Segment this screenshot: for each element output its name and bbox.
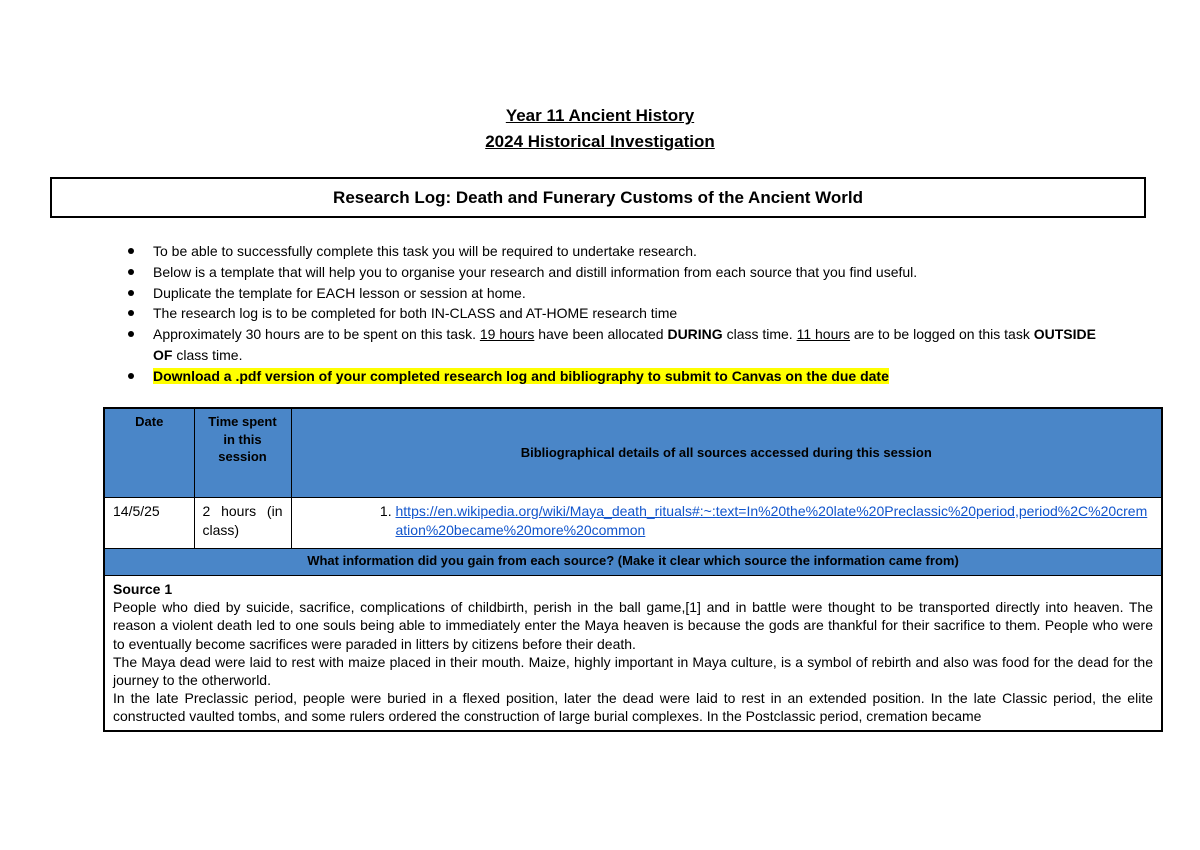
question-row bbox=[104, 549, 1162, 576]
investigation-title: 2024 Historical Investigation bbox=[485, 132, 715, 151]
instruction-item: Duplicate the template for EACH lesson or session at home. bbox=[126, 283, 1116, 304]
table-header-row bbox=[104, 408, 1162, 498]
document-title bbox=[0, 103, 1200, 155]
instruction-item: Below is a template that will help you to organise your research and distill information from each source that you find useful. bbox=[126, 262, 1116, 283]
bullet-icon bbox=[128, 269, 134, 275]
column-header-bibliography: Bibliographical details of all sources accessed during this session bbox=[291, 408, 1162, 498]
source-paragraph: People who died by suicide, sacrifice, complications of childbirth, perish in the ball game,[1] and in battle were thought to be transported directly into heaven. The reason a violent death led to one souls being able to immediately enter the Maya heaven is because the gods are thankful for their sacrifice to them. People who were to eventually become sacrifices were paraded in litters by citizens before their death. bbox=[113, 599, 1153, 652]
source-paragraph: The Maya dead were laid to rest with maize placed in their mouth. Maize, highly important in Maya culture, is a symbol of rebirth and also was food for the dead for the journey to the otherworld. bbox=[113, 653, 1153, 689]
cell-bibliography bbox=[291, 498, 1162, 549]
bullet-icon bbox=[128, 290, 134, 296]
source-notes-row bbox=[104, 576, 1162, 731]
source-title: Source 1 bbox=[113, 581, 173, 597]
research-log-title: Research Log: Death and Funerary Customs of the Ancient World bbox=[333, 187, 863, 207]
course-title: Year 11 Ancient History bbox=[505, 106, 695, 125]
source-link[interactable]: https://en.wikipedia.org/wiki/Maya_death_rituals#:~:text=In%20the%20late%20Preclassic%20period,period%2C%20cremation%20became%20more%20common bbox=[395, 503, 1148, 538]
cell-time: 2 hours (in class) bbox=[194, 498, 291, 549]
bullet-icon bbox=[128, 248, 134, 254]
source-list bbox=[300, 502, 1154, 540]
source-notes-cell bbox=[104, 576, 1162, 731]
instruction-item-highlighted: Download a .pdf version of your completed research log and bibliography to submit to Canvas on the due date bbox=[126, 366, 1116, 387]
bullet-icon bbox=[128, 310, 134, 316]
question-text: What information did you gain from each source? (Make it clear which source the information came from) bbox=[104, 549, 1162, 576]
cell-date: 14/5/25 bbox=[104, 498, 194, 549]
instruction-item: Approximately 30 hours are to be spent on this task. 19 hours have been allocated DURING class time. 11 hours are to be logged on this task OUTSIDE OF class time. bbox=[126, 324, 1116, 366]
source-list-item bbox=[396, 502, 1154, 540]
bullet-icon bbox=[128, 331, 134, 337]
instruction-item: To be able to successfully complete this task you will be required to undertake research. bbox=[126, 241, 1116, 262]
instruction-item: The research log is to be completed for both IN-CLASS and AT-HOME research time bbox=[126, 303, 1116, 324]
column-header-date: Date bbox=[104, 408, 194, 498]
source-paragraph: In the late Preclassic period, people were buried in a flexed position, later the dead were laid to rest in an extended position. In the late Classic period, the elite constructed vaulted tombs, and some rulers ordered the construction of large burial complexes. In the Postclassic period, cremation became bbox=[113, 690, 1153, 725]
column-header-time: Time spent in this session bbox=[194, 408, 291, 498]
table-row bbox=[104, 498, 1162, 549]
instructions-list bbox=[126, 241, 1116, 387]
bullet-icon bbox=[128, 373, 134, 379]
research-log-title-box bbox=[50, 177, 1146, 218]
research-log-table bbox=[103, 407, 1163, 732]
